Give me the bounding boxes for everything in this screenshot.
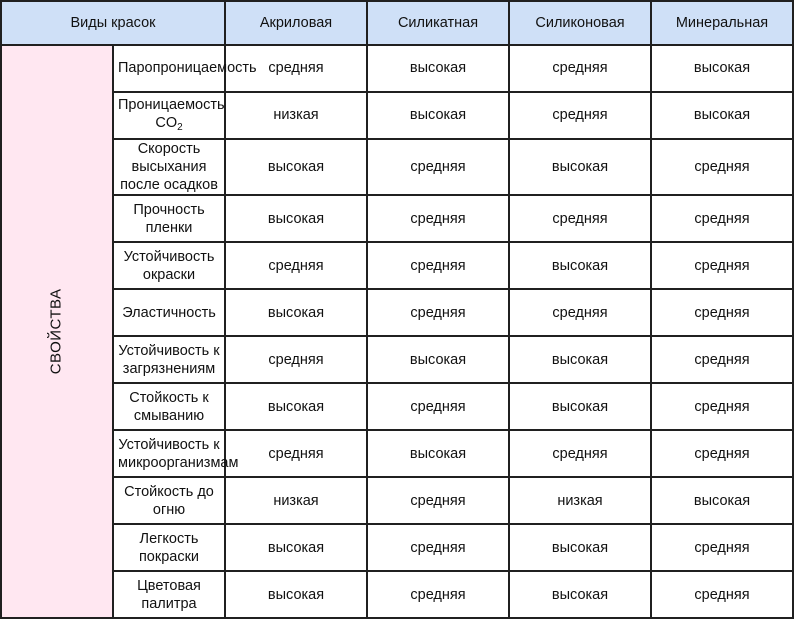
value-cell-silicate: высокая bbox=[367, 336, 509, 383]
value-cell-mineral: средняя bbox=[651, 289, 793, 336]
table-row bbox=[1, 336, 793, 383]
value-cell-silicone: высокая bbox=[509, 139, 651, 195]
property-cell bbox=[113, 45, 257, 92]
value-cell-silicate: средняя bbox=[367, 571, 509, 618]
property-label: Устойчивость к загрязнениям bbox=[118, 342, 220, 377]
table-row bbox=[1, 383, 793, 430]
property-label: Стойкость до огню bbox=[124, 483, 214, 518]
value-cell-silicate: высокая bbox=[367, 92, 509, 139]
column-header-acrylic: Акриловая bbox=[225, 1, 367, 45]
value-cell-silicone: средняя bbox=[509, 45, 651, 92]
value-cell-silicone: средняя bbox=[509, 92, 651, 139]
property-label: Стойкость к смыванию bbox=[129, 389, 209, 424]
corner-header-cell: Виды красок bbox=[1, 1, 225, 45]
value-cell-acrylic: высокая bbox=[225, 195, 367, 242]
table-row bbox=[1, 477, 793, 524]
value-cell-acrylic: высокая bbox=[225, 289, 367, 336]
property-label: Цветовая палитра bbox=[137, 577, 201, 612]
value-cell-silicone: высокая bbox=[509, 242, 651, 289]
value-cell-acrylic: средняя bbox=[225, 430, 367, 477]
table-row bbox=[1, 524, 793, 571]
value-cell-mineral: средняя bbox=[651, 383, 793, 430]
side-group-cell bbox=[1, 45, 113, 618]
value-cell-silicone: средняя bbox=[509, 430, 651, 477]
value-cell-acrylic: высокая bbox=[225, 139, 367, 195]
property-subscript: 2 bbox=[177, 122, 183, 134]
value-cell-silicate: средняя bbox=[367, 383, 509, 430]
value-cell-silicone: высокая bbox=[509, 336, 651, 383]
table-row bbox=[1, 195, 793, 242]
value-cell-silicate: средняя bbox=[367, 477, 509, 524]
value-cell-acrylic: низкая bbox=[225, 92, 367, 139]
property-cell bbox=[113, 139, 225, 195]
value-cell-silicone: высокая bbox=[509, 571, 651, 618]
value-cell-mineral: средняя bbox=[651, 524, 793, 571]
property-cell bbox=[113, 571, 225, 618]
table-row bbox=[1, 571, 793, 618]
value-cell-mineral: средняя bbox=[651, 571, 793, 618]
value-cell-mineral: средняя bbox=[651, 139, 793, 195]
value-cell-silicone: средняя bbox=[509, 195, 651, 242]
value-cell-silicate: средняя bbox=[367, 139, 509, 195]
property-cell bbox=[113, 336, 225, 383]
property-cell bbox=[113, 430, 239, 477]
property-cell bbox=[113, 242, 225, 289]
value-cell-mineral: средняя bbox=[651, 336, 793, 383]
value-cell-mineral: высокая bbox=[651, 477, 793, 524]
table-row bbox=[1, 45, 793, 92]
property-cell bbox=[113, 383, 225, 430]
value-cell-acrylic: средняя bbox=[225, 242, 367, 289]
property-label: Паропроницаемость bbox=[118, 60, 257, 77]
value-cell-acrylic: высокая bbox=[225, 524, 367, 571]
value-cell-mineral: средняя bbox=[651, 242, 793, 289]
table-row bbox=[1, 92, 793, 139]
column-header-silicone: Силиконовая bbox=[509, 1, 651, 45]
property-label: Прочность пленки bbox=[133, 201, 205, 236]
column-header-mineral: Минеральная bbox=[651, 1, 793, 45]
property-label: Устойчивость к микроорганизмам bbox=[118, 436, 239, 471]
property-label: Легкость покраски bbox=[138, 530, 200, 565]
value-cell-mineral: средняя bbox=[651, 195, 793, 242]
value-cell-silicate: средняя bbox=[367, 242, 509, 289]
property-label: Эластичность bbox=[122, 304, 216, 321]
table-row bbox=[1, 430, 793, 477]
value-cell-silicate: высокая bbox=[367, 45, 509, 92]
value-cell-acrylic: средняя bbox=[225, 45, 367, 92]
value-cell-silicate: высокая bbox=[367, 430, 509, 477]
value-cell-acrylic: средняя bbox=[225, 336, 367, 383]
property-cell bbox=[113, 92, 225, 139]
table-row bbox=[1, 242, 793, 289]
property-cell bbox=[113, 477, 225, 524]
property-cell bbox=[113, 524, 225, 571]
table-row bbox=[1, 139, 793, 195]
value-cell-silicate: средняя bbox=[367, 524, 509, 571]
table-body bbox=[1, 45, 793, 618]
value-cell-mineral: высокая bbox=[651, 45, 793, 92]
value-cell-silicone: высокая bbox=[509, 383, 651, 430]
value-cell-silicate: средняя bbox=[367, 289, 509, 336]
property-cell bbox=[113, 289, 225, 336]
header-row bbox=[1, 1, 793, 45]
value-cell-acrylic: высокая bbox=[225, 571, 367, 618]
value-cell-mineral: высокая bbox=[651, 92, 793, 139]
value-cell-silicone: высокая bbox=[509, 524, 651, 571]
table-header bbox=[1, 1, 793, 45]
value-cell-acrylic: высокая bbox=[225, 383, 367, 430]
property-label: Устойчивость окраски bbox=[123, 248, 215, 283]
value-cell-mineral: средняя bbox=[651, 430, 793, 477]
value-cell-silicone: низкая bbox=[509, 477, 651, 524]
value-cell-silicate: средняя bbox=[367, 195, 509, 242]
property-label: Скорость высыхания после осадков bbox=[120, 141, 218, 194]
column-header-silicate: Силикатная bbox=[367, 1, 509, 45]
value-cell-silicone: средняя bbox=[509, 289, 651, 336]
property-label: Проницаемость CO bbox=[118, 97, 225, 132]
property-cell bbox=[113, 195, 225, 242]
value-cell-acrylic: низкая bbox=[225, 477, 367, 524]
table-row bbox=[1, 289, 793, 336]
side-group-label: СВОЙСТВА bbox=[47, 288, 65, 375]
